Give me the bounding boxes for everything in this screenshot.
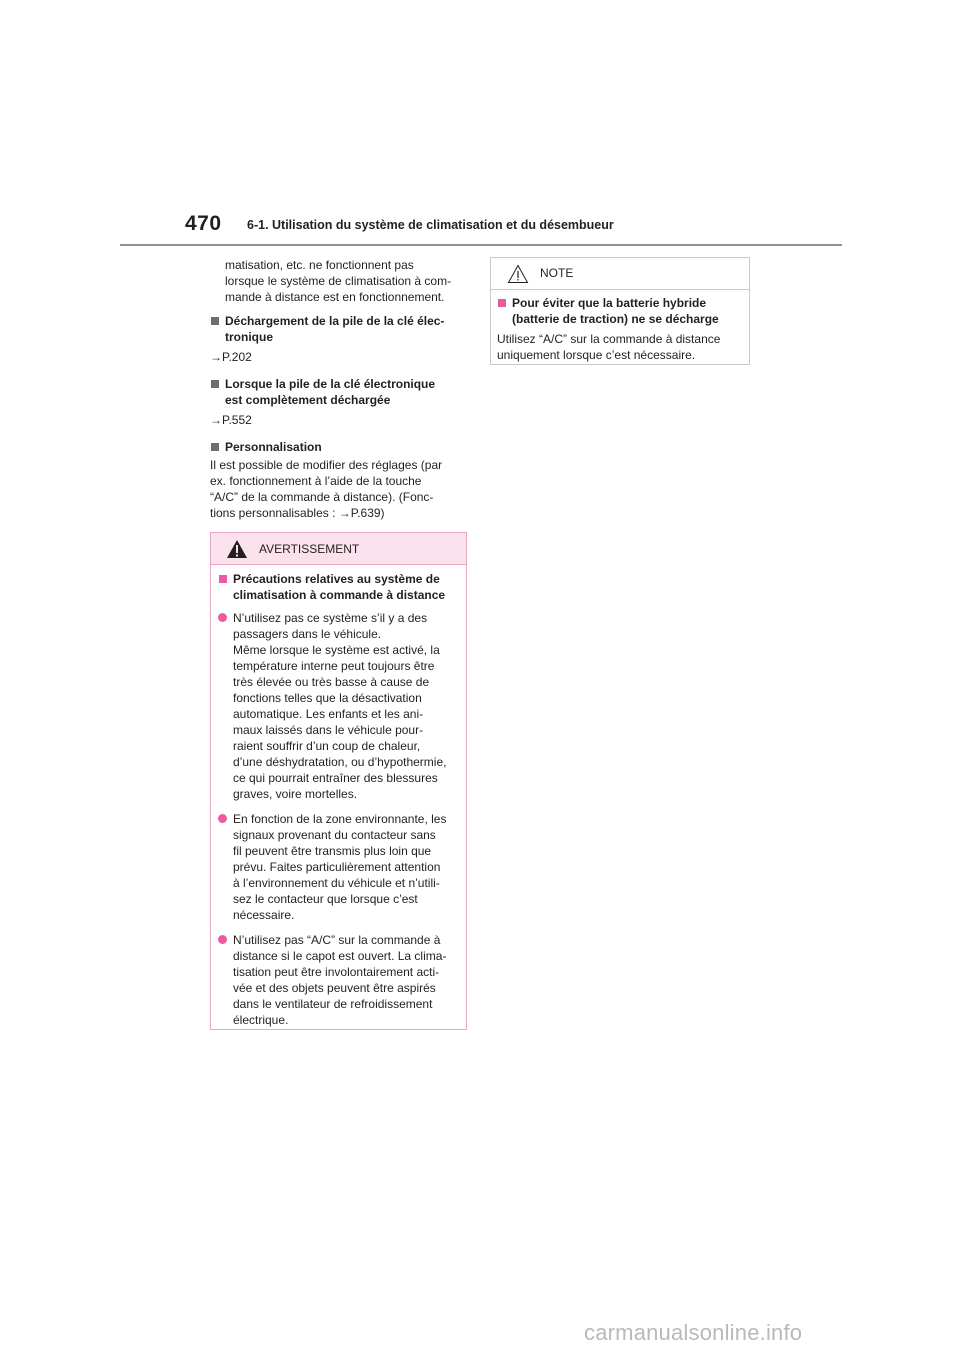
left-column bbox=[210, 257, 468, 521]
text-line: fonctions telles que la désactivation bbox=[233, 691, 422, 705]
text-line: température interne peut toujours être bbox=[233, 659, 435, 673]
warning-bullet-hood bbox=[218, 932, 458, 1028]
square-bullet-icon bbox=[498, 299, 506, 307]
note-paragraph bbox=[497, 331, 741, 363]
intro-paragraph bbox=[210, 257, 468, 305]
note-body bbox=[491, 290, 749, 363]
heading-line: tronique bbox=[225, 330, 273, 344]
square-bullet-icon bbox=[211, 380, 219, 388]
warning-heading bbox=[218, 571, 458, 603]
caution-triangle-icon bbox=[507, 264, 529, 284]
note-title: NOTE bbox=[540, 266, 574, 280]
text-line: dans le ventilateur de refroidissement bbox=[233, 997, 433, 1011]
warning-triangle-icon bbox=[226, 539, 248, 559]
square-bullet-icon bbox=[211, 317, 219, 325]
heading-line: Lorsque la pile de la clé électronique bbox=[225, 377, 436, 391]
text-line: uniquement lorsque c’est nécessaire. bbox=[497, 348, 696, 362]
heading-line: climatisation à commande à distance bbox=[233, 588, 446, 602]
square-bullet-icon bbox=[211, 443, 219, 451]
square-bullet-icon bbox=[219, 575, 227, 583]
text-line: nécessaire. bbox=[233, 908, 295, 922]
text-line: tions personnalisables : →P.639) bbox=[210, 506, 385, 520]
section-heading-personalisation bbox=[210, 439, 468, 455]
text-line: “A/C” de la commande à distance). (Fonc- bbox=[210, 490, 434, 504]
text-line: fil peuvent être transmis plus loin que bbox=[233, 844, 432, 858]
text-line: Il est possible de modifier des réglages (par bbox=[210, 458, 443, 472]
text-line: Même lorsque le système est activé, la bbox=[233, 643, 440, 657]
warning-bullet-signals bbox=[218, 811, 458, 923]
round-bullet-icon bbox=[218, 935, 227, 944]
warning-body bbox=[211, 565, 466, 1028]
text-line: lorsque le système de climatisation à com- bbox=[225, 274, 452, 288]
warning-bullet-passengers bbox=[218, 610, 458, 802]
text-line: automatique. Les enfants et les ani- bbox=[233, 707, 424, 721]
heading-line: Personnalisation bbox=[225, 440, 322, 454]
chapter-title: 6-1. Utilisation du système de climatisation et du désembueur bbox=[247, 218, 614, 232]
text-line: sez le contacteur que lorsque c’est bbox=[233, 892, 418, 906]
text-line: raient souffrir d’un coup de chaleur, bbox=[233, 739, 421, 753]
text-line: tisation peut être involontairement acti- bbox=[233, 965, 440, 979]
text-line: passagers dans le véhicule. bbox=[233, 627, 382, 641]
text-line: graves, voire mortelles. bbox=[233, 787, 358, 801]
text-line: N’utilisez pas “A/C” sur la commande à bbox=[233, 933, 441, 947]
text-line: matisation, etc. ne fonctionnent pas bbox=[225, 258, 414, 272]
header-rule bbox=[120, 244, 842, 246]
personalisation-paragraph bbox=[210, 457, 468, 521]
heading-line: Pour éviter que la batterie hybride bbox=[512, 296, 707, 310]
page-reference-link[interactable]: →P.202 bbox=[210, 350, 252, 364]
text-line: distance si le capot est ouvert. La clima- bbox=[233, 949, 447, 963]
round-bullet-icon bbox=[218, 814, 227, 823]
heading-line: Précautions relatives au système de bbox=[233, 572, 440, 586]
text-line: ex. fonctionnement à l’aide de la touche bbox=[210, 474, 422, 488]
watermark: carmanualsonline.info bbox=[584, 1320, 803, 1345]
section-heading-key-depleted bbox=[210, 376, 468, 408]
text-line: vée et des objets peuvent être aspirés bbox=[233, 981, 436, 995]
text-line: ce qui pourrait entraîner des blessures bbox=[233, 771, 438, 785]
text-line: En fonction de la zone environnante, les bbox=[233, 812, 447, 826]
section-heading-key-battery bbox=[210, 313, 468, 345]
warning-box bbox=[210, 532, 467, 1030]
text-line: d’une déshydratation, ou d’hypothermie, bbox=[233, 755, 447, 769]
warning-title: AVERTISSEMENT bbox=[259, 542, 360, 556]
text-line: N’utilisez pas ce système s’il y a des bbox=[233, 611, 428, 625]
page-reference-link[interactable]: →P.552 bbox=[210, 413, 252, 427]
text-line: à l’environnement du véhicule et n’utili- bbox=[233, 876, 440, 890]
page-number: 470 bbox=[185, 212, 222, 235]
text-line: prévu. Faites particulièrement attention bbox=[233, 860, 441, 874]
heading-line: (batterie de traction) ne se décharge bbox=[512, 312, 719, 326]
note-box bbox=[490, 257, 750, 365]
text-line: Utilisez “A/C” sur la commande à distance bbox=[497, 332, 721, 346]
round-bullet-icon bbox=[218, 613, 227, 622]
warning-header bbox=[211, 533, 466, 565]
text-line: très élevée ou très basse à cause de bbox=[233, 675, 430, 689]
note-header bbox=[491, 258, 749, 290]
heading-line: est complètement déchargée bbox=[225, 393, 391, 407]
text-line: signaux provenant du contacteur sans bbox=[233, 828, 436, 842]
note-heading bbox=[497, 295, 741, 327]
heading-line: Déchargement de la pile de la clé élec- bbox=[225, 314, 445, 328]
text-line: maux laissés dans le véhicule pour- bbox=[233, 723, 424, 737]
text-line: mande à distance est en fonctionnement. bbox=[225, 290, 445, 304]
text-line: électrique. bbox=[233, 1013, 289, 1027]
